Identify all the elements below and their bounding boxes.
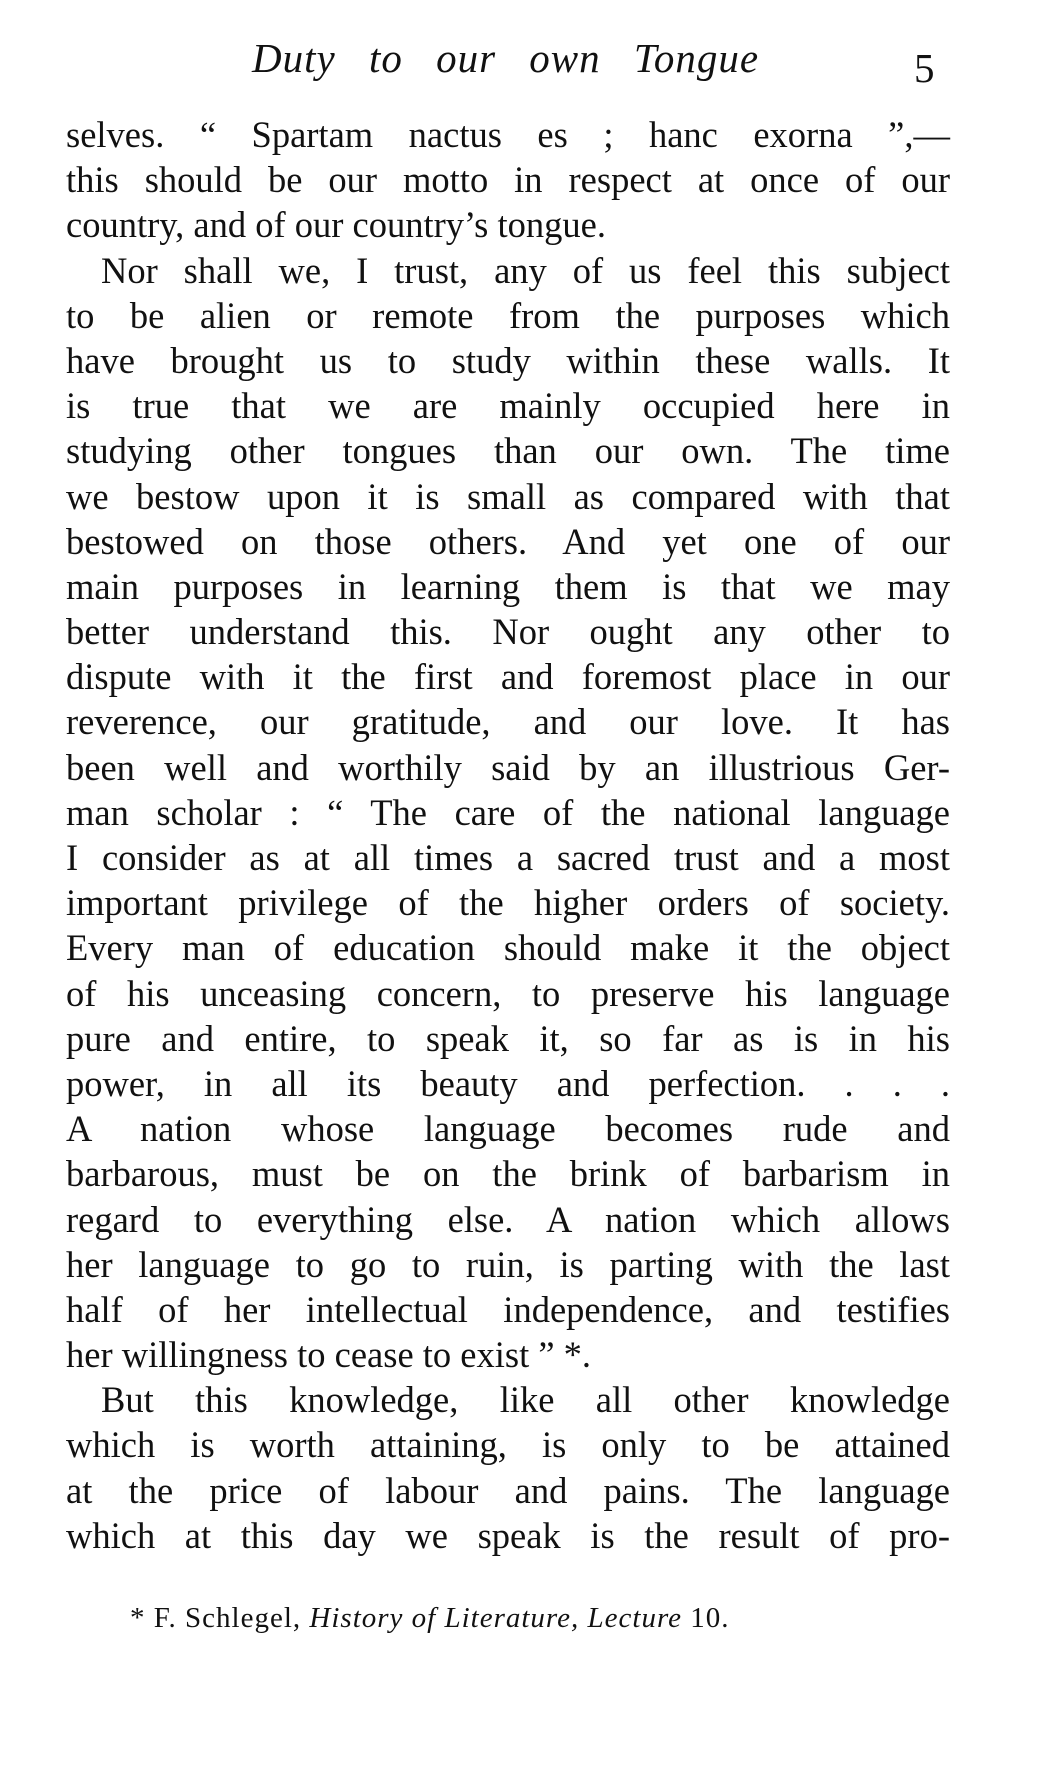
- text-line: dispute with it the first and foremost place in our: [66, 656, 950, 698]
- text-line: country, and of our country’s tongue.: [66, 204, 606, 246]
- text-line: pure and entire, to speak it, so far as is in his: [66, 1017, 950, 1059]
- body-text: [66, 112, 950, 1558]
- text-line: of his unceasing concern, to preserve his language: [66, 972, 950, 1014]
- text-line: power, in all its beauty and perfection. . . .: [66, 1062, 950, 1104]
- running-title: Duty to our own Tongue: [252, 35, 760, 81]
- text-line: man scholar : “ The care of the national language: [66, 791, 950, 833]
- text-line: her language to go to ruin, is parting with the last: [66, 1243, 950, 1285]
- text-line: her willingness to cease to exist ” *.: [66, 1334, 592, 1376]
- text-line: reverence, our gratitude, and our love. It has: [66, 701, 950, 743]
- text-line: main purposes in learning them is that we may: [66, 565, 950, 607]
- text-line: is true that we are mainly occupied here in: [66, 385, 950, 427]
- text-line: which at this day we speak is the result of pro-: [66, 1514, 950, 1556]
- text-line: Nor shall we, I trust, any of us feel this subject: [101, 249, 950, 291]
- text-line: half of her intellectual independence, and testifies: [66, 1288, 950, 1330]
- text-line: have brought us to study within these walls. It: [66, 339, 950, 381]
- text-line: regard to everything else. A nation which allows: [66, 1198, 950, 1240]
- text-line: I consider as at all times a sacred trust and a most: [66, 837, 950, 878]
- footnote-marker: * F. Schlegel,: [130, 1602, 310, 1634]
- text-line: But this knowledge, like all other knowledge: [101, 1379, 950, 1421]
- text-line: selves. “ Spartam nactus es ; hanc exorna ”,—: [66, 114, 950, 155]
- text-line: Every man of education should make it the object: [66, 927, 950, 969]
- text-line: which is worth attaining, is only to be attained: [66, 1424, 950, 1466]
- text-line: A nation whose language becomes rude and: [66, 1108, 950, 1150]
- text-line: at the price of labour and pains. The language: [66, 1469, 950, 1511]
- text-line: to be alien or remote from the purposes which: [66, 294, 950, 336]
- text-line: been well and worthily said by an illustrious Ger-: [66, 746, 950, 788]
- footnote-lecture-number: 10.: [682, 1602, 730, 1634]
- text-line: better understand this. Nor ought any other to: [66, 611, 950, 653]
- text-line: important privilege of the higher orders of society.: [66, 882, 950, 924]
- running-head: [0, 30, 1048, 90]
- text-line: barbarous, must be on the brink of barbarism in: [66, 1153, 950, 1195]
- footnote-title: History of Literature, Lecture: [309, 1602, 683, 1634]
- text-line: studying other tongues than our own. The time: [66, 430, 950, 472]
- text-line: we bestow upon it is small as compared with that: [66, 475, 950, 517]
- footnote: [130, 1602, 730, 1635]
- text-line: this should be our motto in respect at once of our: [66, 159, 950, 201]
- text-line: bestowed on those others. And yet one of our: [66, 520, 950, 562]
- page-number: 5: [914, 45, 935, 91]
